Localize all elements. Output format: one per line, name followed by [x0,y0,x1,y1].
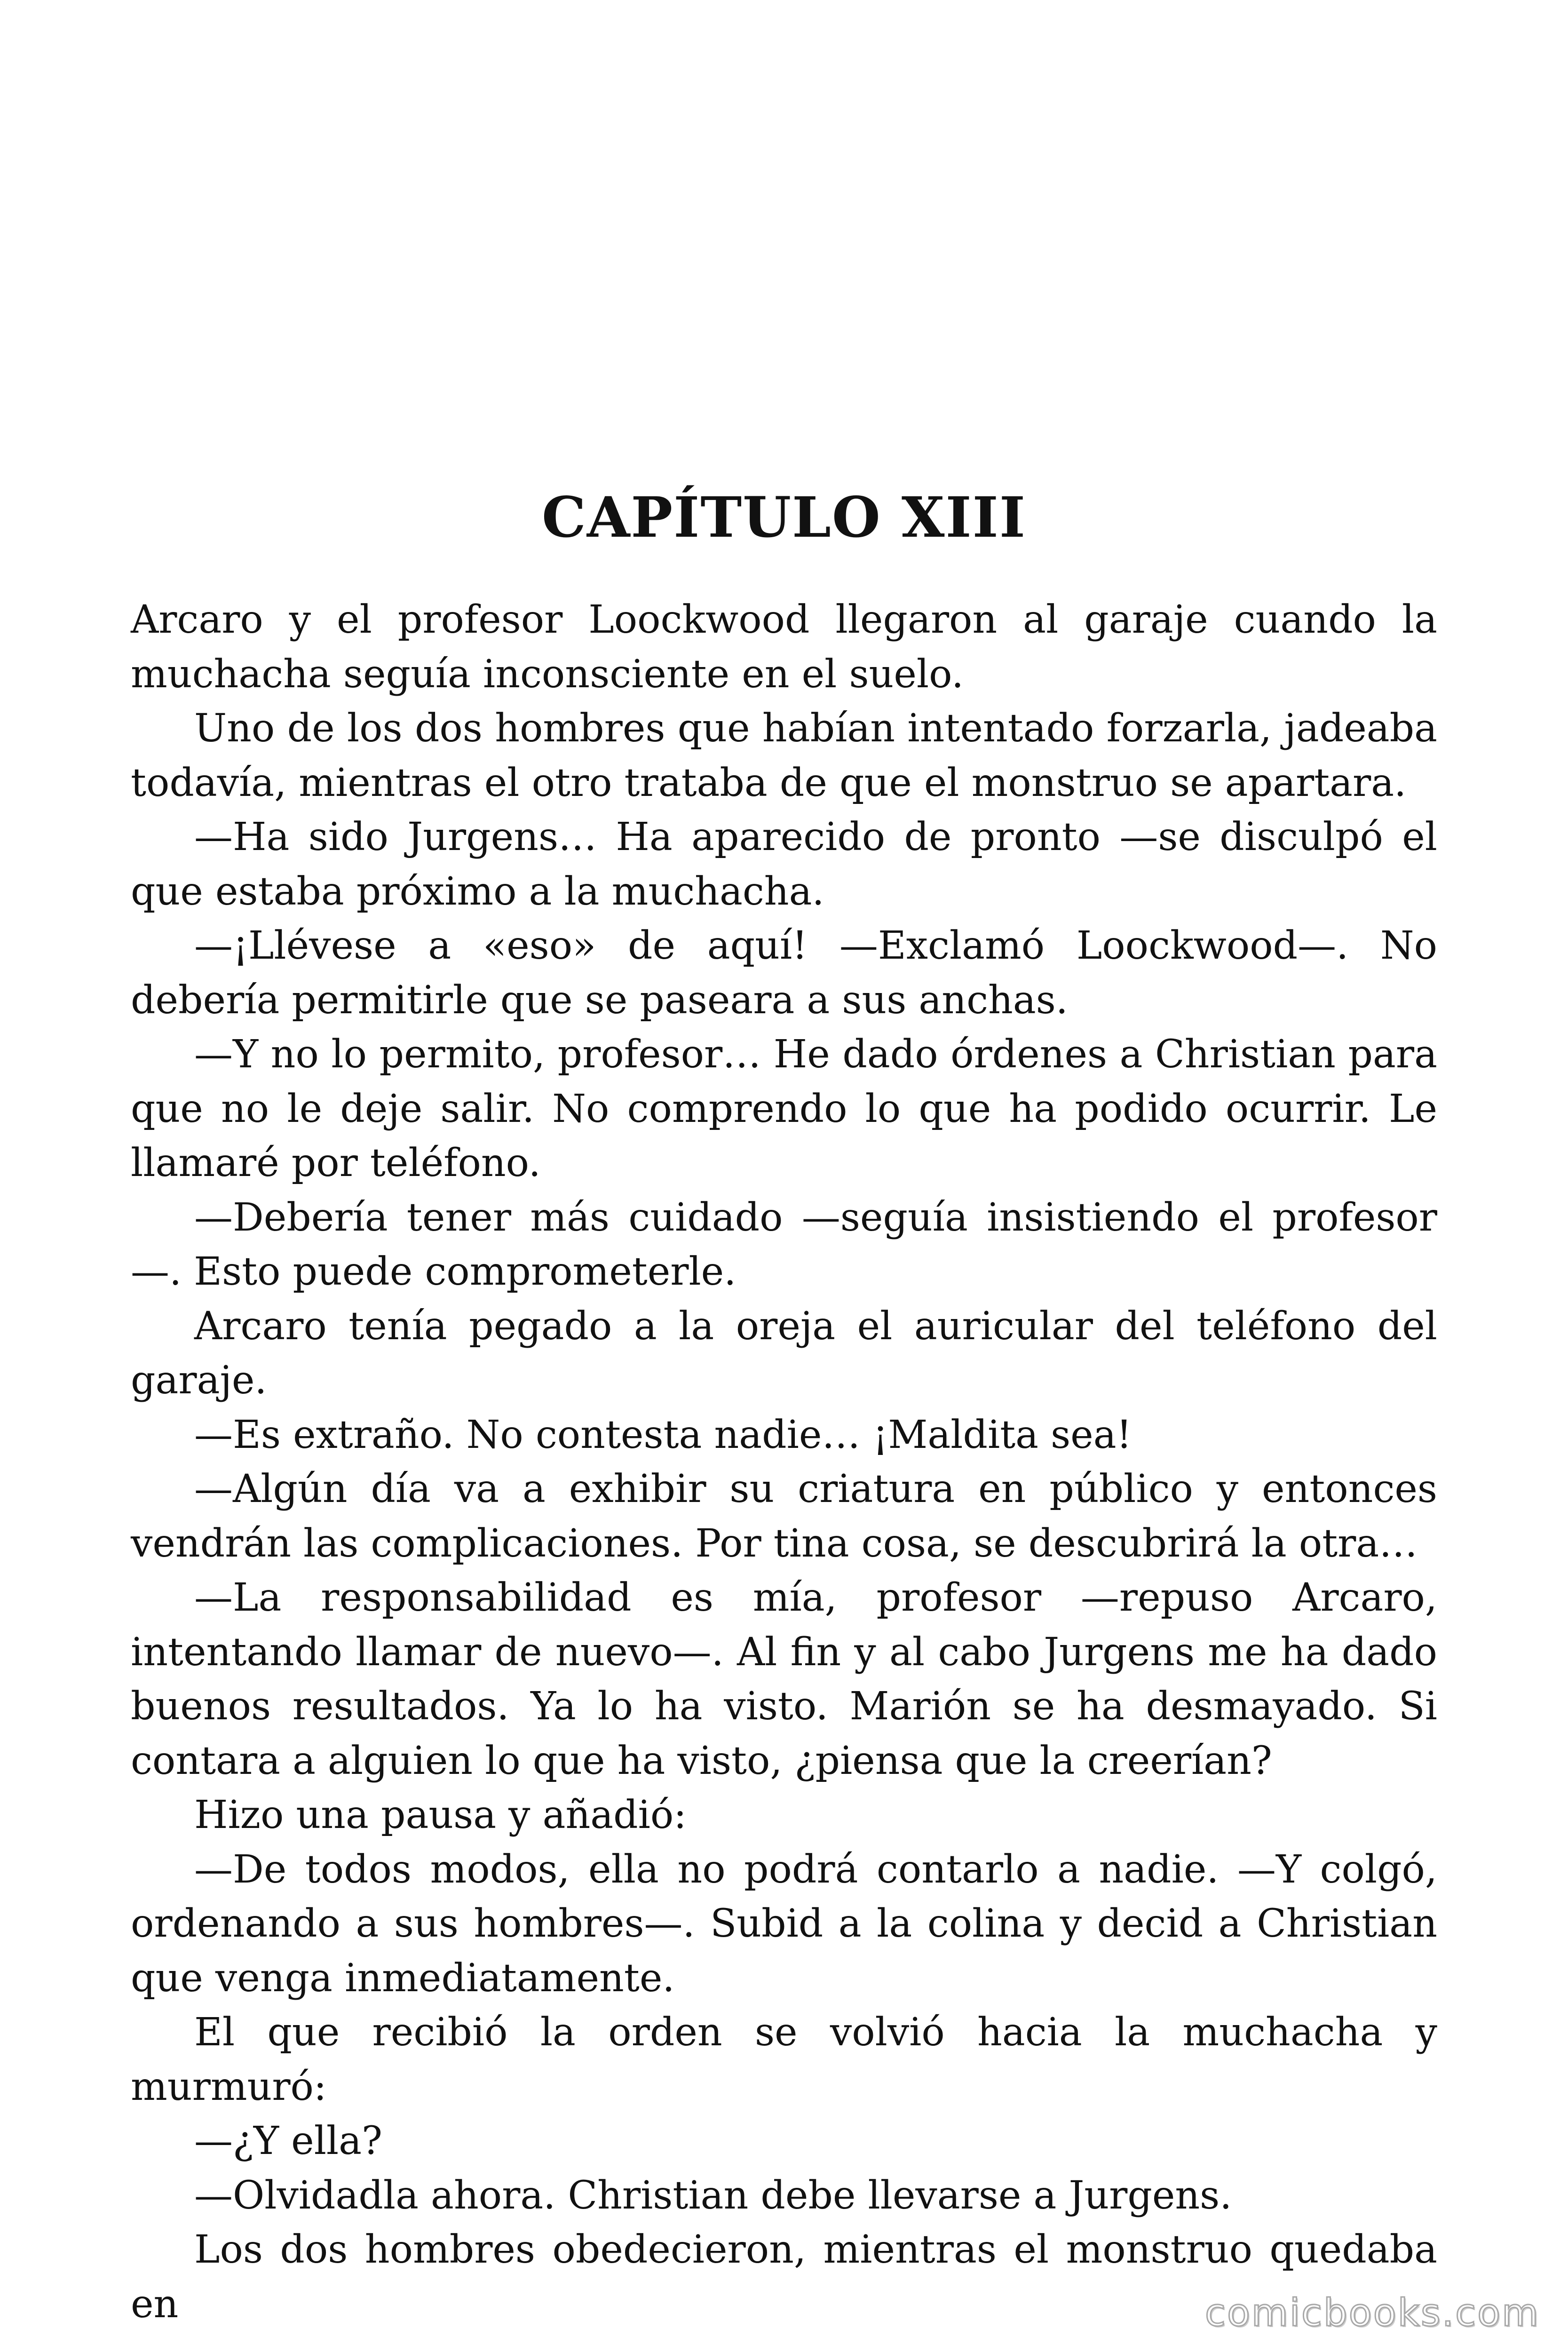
paragraph: —Y no lo permito, profesor… He dado órdenes a Christian para que no le deje salir. No comprendo lo que ha podido ocurrir. Le llamaré por teléfono. [131,1032,1437,1185]
paragraph: —¡Llévese a «eso» de aquí! —Exclamó Loockwood—. No debería permitirle que se paseara a sus anchas. [131,923,1437,1023]
chapter-title: CAPÍTULO XIII [541,485,1027,550]
paragraph: —¿Y ella? [194,2119,382,2163]
paragraph: —Algún día va a exhibir su criatura en público y entonces vendrán las complicaciones. Por tina cosa, se descubrirá la otra… [131,1467,1437,1566]
watermark: comicbooks.com [1204,2291,1540,2335]
paragraph: El que recibió la orden se volvió hacia la muchacha y murmuró: [131,2010,1437,2109]
paragraph: Hizo una pausa y añadió: [194,1793,687,1837]
paragraph: —Ha sido Jurgens… Ha aparecido de pronto —se disculpó el que estaba próximo a la muchacha. [131,815,1437,914]
paragraph: Arcaro y el profesor Loockwood llegaron al garaje cuando la muchacha seguía inconsciente en el suelo. [131,597,1437,697]
paragraph: Uno de los dos hombres que habían intentado forzarla, jadeaba todavía, mientras el otro trataba de que el monstruo se apartara. [131,706,1437,805]
chapter-body [131,593,1437,2331]
paragraph: Arcaro tenía pegado a la oreja el auricular del teléfono del garaje. [131,1303,1437,1403]
paragraph: Los dos hombres obedecieron, mientras el monstruo quedaba en [131,2227,1437,2327]
paragraph: —Debería tener más cuidado —seguía insistiendo el profesor—. Esto puede comprometerle. [131,1195,1437,1294]
paragraph: —La responsabilidad es mía, profesor —repuso Arcaro, intentando llamar de nuevo—. Al fin y al cabo Jurgens me ha dado buenos resultados. Ya lo ha visto. Marión se ha desmayado. Si contara a alguien lo que ha visto, ¿piensa que la creerían? [131,1575,1437,1783]
paragraph: —Es extraño. No contesta nadie… ¡Maldita sea! [194,1412,1132,1457]
paragraph: —Olvidadla ahora. Christian debe llevarse a Jurgens. [194,2173,1232,2218]
paragraph: —De todos modos, ella no podrá contarlo a nadie. —Y colgó, ordenando a sus hombres—. Subid a la colina y decid a Christian que venga inmediatamente. [131,1847,1437,2001]
